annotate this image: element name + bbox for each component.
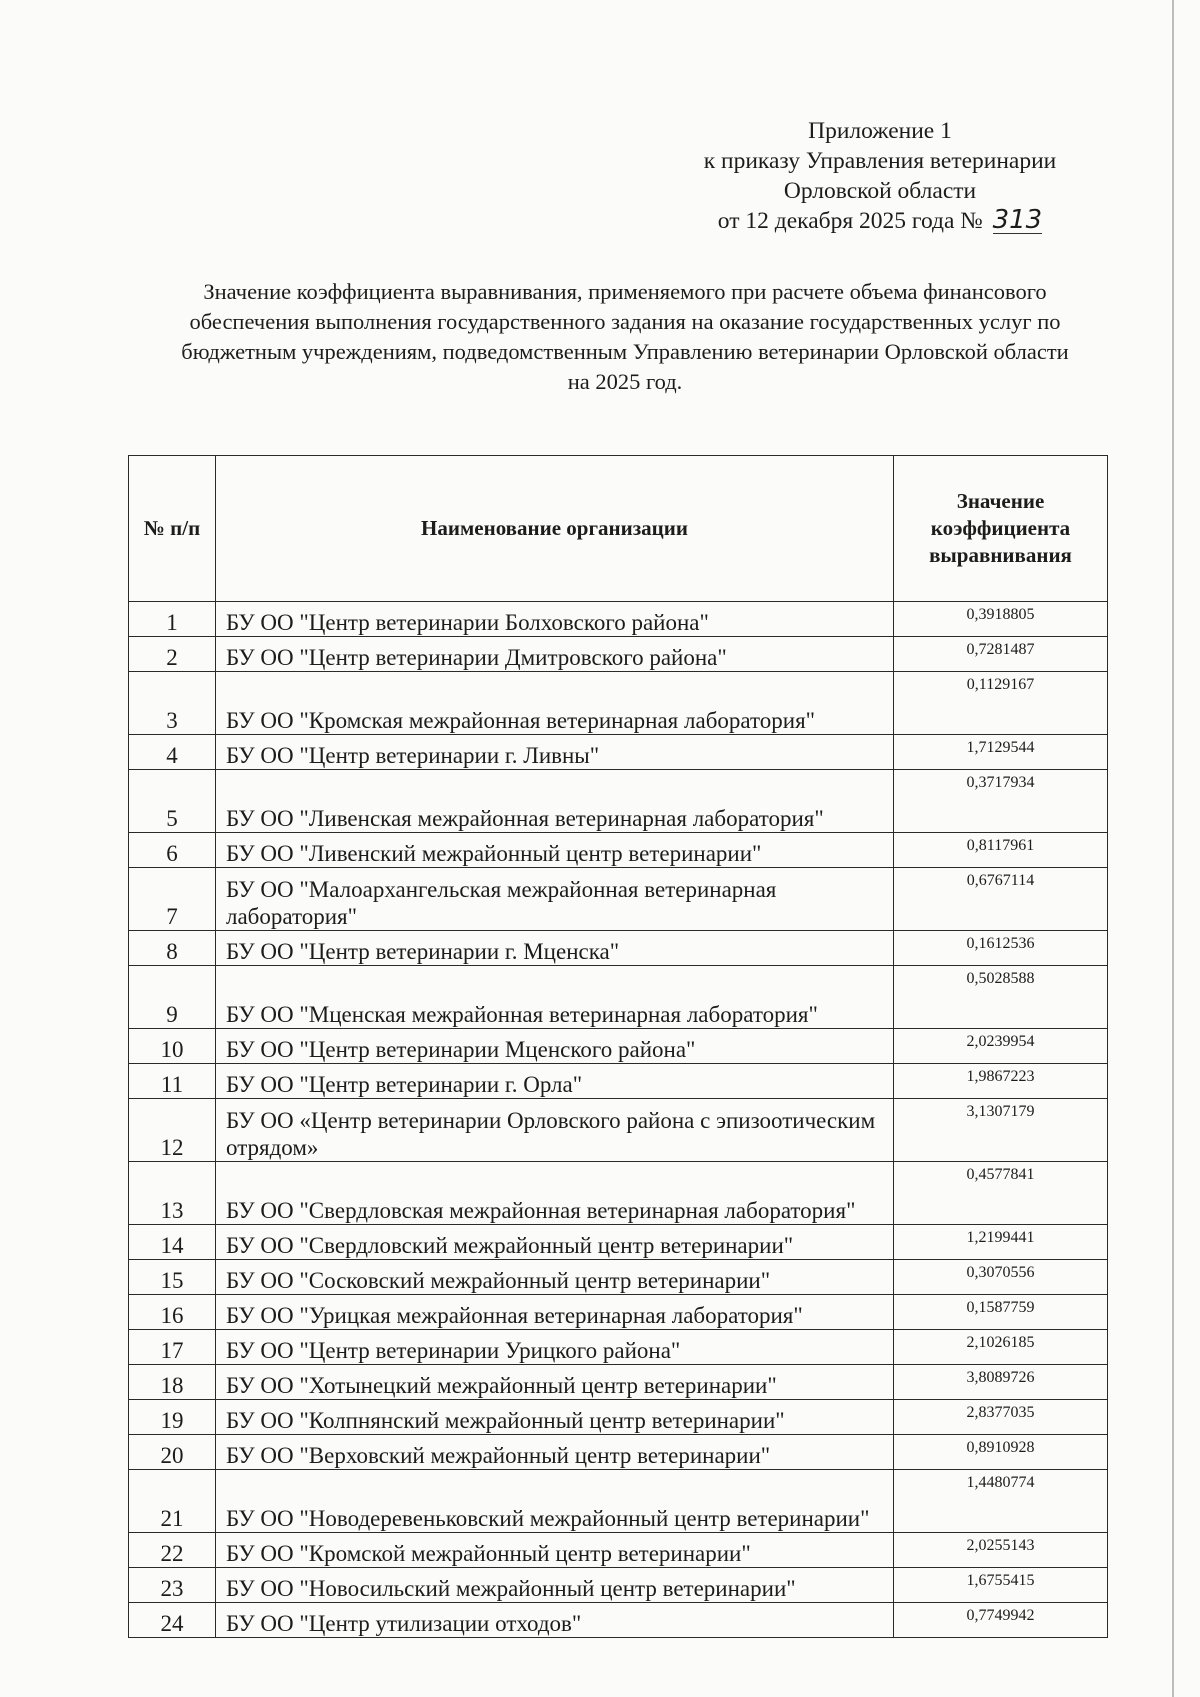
appendix-date-line [660, 206, 1100, 236]
row-coefficient-value: 0,7749942 [894, 1603, 1108, 1638]
appendix-region: Орловской области [783, 178, 977, 204]
table-row [129, 1470, 1108, 1533]
table-row [129, 1533, 1108, 1568]
table-row [129, 637, 1108, 672]
table-row [129, 1029, 1108, 1064]
row-coefficient-value: 2,0239954 [894, 1029, 1108, 1064]
row-organization-name: БУ ОО "Свердловская межрайонная ветеринарная лаборатория" [216, 1162, 894, 1225]
row-organization-name: БУ ОО "Центр ветеринарии Мценского района" [216, 1029, 894, 1064]
table-row [129, 672, 1108, 735]
header-organization-name: Наименование организации [216, 456, 894, 602]
row-coefficient-value: 3,1307179 [894, 1099, 1108, 1162]
header-coefficient-value: Значение коэффициента выравнивания [894, 456, 1108, 602]
row-coefficient-value: 0,8910928 [894, 1435, 1108, 1470]
row-organization-name: БУ ОО "Кромской межрайонный центр ветеринарии" [216, 1533, 894, 1568]
row-number: 14 [129, 1225, 216, 1260]
row-organization-name: БУ ОО «Центр ветеринарии Орловского района с эпизоотическим отрядом» [216, 1099, 894, 1162]
row-organization-name: БУ ОО "Урицкая межрайонная ветеринарная лаборатория" [216, 1295, 894, 1330]
row-coefficient-value: 0,4577841 [894, 1162, 1108, 1225]
row-coefficient-value: 1,6755415 [894, 1568, 1108, 1603]
table-row [129, 602, 1108, 637]
table-row [129, 931, 1108, 966]
row-coefficient-value: 0,3918805 [894, 602, 1108, 637]
table-row [129, 1365, 1108, 1400]
header-number: № п/п [129, 456, 216, 602]
row-number: 15 [129, 1260, 216, 1295]
row-coefficient-value: 1,9867223 [894, 1064, 1108, 1099]
row-number: 24 [129, 1603, 216, 1638]
row-coefficient-value: 2,8377035 [894, 1400, 1108, 1435]
row-number: 21 [129, 1470, 216, 1533]
row-organization-name: БУ ОО "Центр ветеринарии Болховского района" [216, 602, 894, 637]
row-number: 13 [129, 1162, 216, 1225]
table-row [129, 1162, 1108, 1225]
row-organization-name: БУ ОО "Центр ветеринарии г. Ливны" [216, 735, 894, 770]
table-row [129, 1260, 1108, 1295]
row-coefficient-value: 0,7281487 [894, 637, 1108, 672]
row-number: 6 [129, 833, 216, 868]
row-number: 7 [129, 868, 216, 931]
row-number: 5 [129, 770, 216, 833]
row-coefficient-value: 2,1026185 [894, 1330, 1108, 1365]
scan-edge-line [1172, 0, 1174, 1697]
table-row [129, 1435, 1108, 1470]
row-coefficient-value: 1,2199441 [894, 1225, 1108, 1260]
table-row [129, 868, 1108, 931]
appendix-order-reference: к приказу Управления ветеринарии [703, 148, 1057, 174]
appendix-date: от 12 декабря 2025 года № [717, 208, 983, 234]
row-number: 4 [129, 735, 216, 770]
row-organization-name: БУ ОО "Центр ветеринарии г. Орла" [216, 1064, 894, 1099]
row-organization-name: БУ ОО "Новосильский межрайонный центр ветеринарии" [216, 1568, 894, 1603]
row-coefficient-value: 2,0255143 [894, 1533, 1108, 1568]
row-coefficient-value: 0,5028588 [894, 966, 1108, 1029]
row-number: 8 [129, 931, 216, 966]
table-row [129, 1225, 1108, 1260]
row-organization-name: БУ ОО "Свердловский межрайонный центр ветеринарии" [216, 1225, 894, 1260]
table-row [129, 770, 1108, 833]
table-body [129, 602, 1108, 1638]
row-number: 3 [129, 672, 216, 735]
row-organization-name: БУ ОО "Колпнянский межрайонный центр ветеринарии" [216, 1400, 894, 1435]
row-organization-name: БУ ОО "Ливенская межрайонная ветеринарная лаборатория" [216, 770, 894, 833]
table-row [129, 1330, 1108, 1365]
row-number: 17 [129, 1330, 216, 1365]
row-coefficient-value: 0,1587759 [894, 1295, 1108, 1330]
row-number: 18 [129, 1365, 216, 1400]
row-number: 10 [129, 1029, 216, 1064]
row-coefficient-value: 1,7129544 [894, 735, 1108, 770]
row-number: 1 [129, 602, 216, 637]
row-coefficient-value: 0,3717934 [894, 770, 1108, 833]
row-number: 20 [129, 1435, 216, 1470]
row-number: 12 [129, 1099, 216, 1162]
table-row [129, 735, 1108, 770]
row-organization-name: БУ ОО "Сосковский межрайонный центр ветеринарии" [216, 1260, 894, 1295]
table-row [129, 1064, 1108, 1099]
document-title: Значение коэффициента выравнивания, применяемого при расчете объема финансового обеспечения выполнения государственного задания на оказание государственных услуг по бюджетным учреждениям, подведомственным Управлению ветеринарии Орловской области на 2025 год. [181, 279, 1069, 394]
table-row [129, 833, 1108, 868]
table-row [129, 1603, 1108, 1638]
row-coefficient-value: 0,1129167 [894, 672, 1108, 735]
handwritten-order-number: 313 [992, 205, 1043, 235]
appendix-title: Приложение 1 [808, 118, 952, 144]
row-organization-name: БУ ОО "Центр ветеринарии Дмитровского района" [216, 637, 894, 672]
row-organization-name: БУ ОО "Ливенский межрайонный центр ветеринарии" [216, 833, 894, 868]
coefficients-table-container [128, 455, 1108, 1638]
row-organization-name: БУ ОО "Центр ветеринарии Урицкого района" [216, 1330, 894, 1365]
row-organization-name: БУ ОО "Кромская межрайонная ветеринарная лаборатория" [216, 672, 894, 735]
row-organization-name: БУ ОО "Мценская межрайонная ветеринарная лаборатория" [216, 966, 894, 1029]
row-organization-name: БУ ОО "Центр утилизации отходов" [216, 1603, 894, 1638]
table-row [129, 1295, 1108, 1330]
table-row [129, 1400, 1108, 1435]
row-coefficient-value: 1,4480774 [894, 1470, 1108, 1533]
row-coefficient-value: 0,6767114 [894, 868, 1108, 931]
row-organization-name: БУ ОО "Верховский межрайонный центр ветеринарии" [216, 1435, 894, 1470]
row-number: 2 [129, 637, 216, 672]
table-row [129, 1568, 1108, 1603]
row-number: 11 [129, 1064, 216, 1099]
table-row [129, 1099, 1108, 1162]
row-coefficient-value: 0,1612536 [894, 931, 1108, 966]
row-coefficient-value: 0,8117961 [894, 833, 1108, 868]
row-number: 23 [129, 1568, 216, 1603]
coefficients-table [128, 455, 1108, 1638]
row-coefficient-value: 3,8089726 [894, 1365, 1108, 1400]
row-coefficient-value: 0,3070556 [894, 1260, 1108, 1295]
appendix-header [660, 116, 1100, 236]
row-number: 9 [129, 966, 216, 1029]
row-number: 22 [129, 1533, 216, 1568]
row-organization-name: БУ ОО "Новодеревеньковский межрайонный центр ветеринарии" [216, 1470, 894, 1533]
table-row [129, 966, 1108, 1029]
row-number: 16 [129, 1295, 216, 1330]
table-header-row [129, 456, 1108, 602]
row-organization-name: БУ ОО "Малоархангельская межрайонная ветеринарная лаборатория" [216, 868, 894, 931]
row-organization-name: БУ ОО "Центр ветеринарии г. Мценска" [216, 931, 894, 966]
row-number: 19 [129, 1400, 216, 1435]
row-organization-name: БУ ОО "Хотынецкий межрайонный центр ветеринарии" [216, 1365, 894, 1400]
